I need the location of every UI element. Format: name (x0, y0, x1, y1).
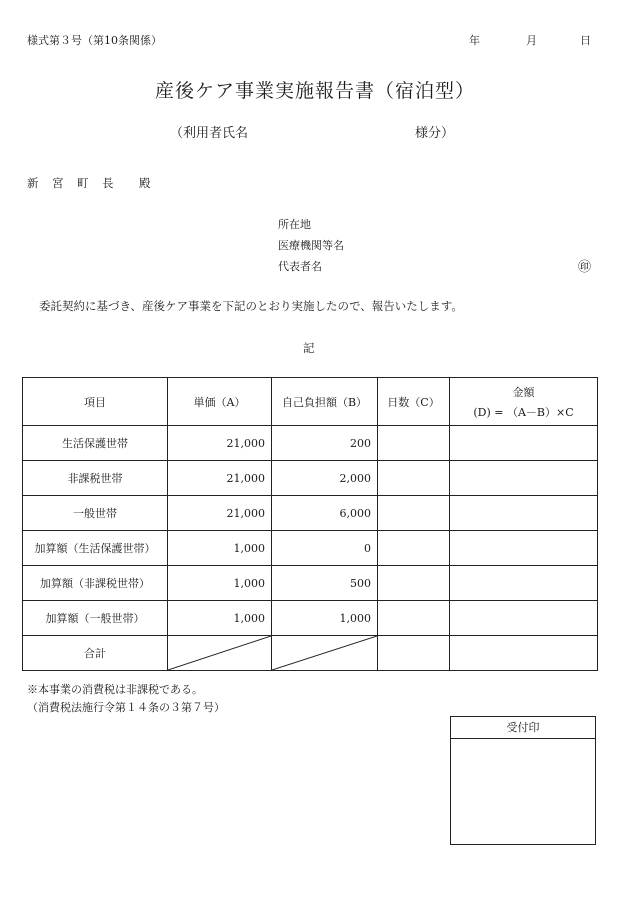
row-item: 一般世帯 (23, 496, 168, 531)
row-item: 加算額（生活保護世帯） (23, 531, 168, 566)
row-item: 生活保護世帯 (23, 426, 168, 461)
row-item: 非課税世帯 (23, 461, 168, 496)
reception-stamp-box (450, 716, 596, 845)
user-name-prefix: （利用者氏名 (170, 126, 249, 141)
header-self-pay: 自己負担額（B） (272, 378, 378, 426)
row-days-cell[interactable] (378, 531, 450, 566)
addressee-name: 新 宮 町 長 (27, 176, 115, 190)
row-amount-cell[interactable] (450, 601, 598, 636)
representative-label: 代表者名 (278, 260, 322, 273)
date-month-label: 月 (526, 34, 537, 47)
row-self-pay: 200 (272, 426, 378, 461)
address-label: 所在地 (278, 218, 311, 231)
table-header-row (23, 378, 598, 426)
date-day-label: 日 (580, 34, 591, 47)
addressee-honorific: 殿 (139, 176, 151, 190)
page-title: 産後ケア事業実施報告書（宿泊型） (154, 80, 475, 102)
row-self-pay: 1,000 (272, 601, 378, 636)
row-amount-cell[interactable] (450, 496, 598, 531)
row-unit-price: 21,000 (168, 496, 272, 531)
header-amount-line1: 金額 (512, 385, 535, 399)
user-name-suffix: 様分） (415, 126, 455, 141)
table-row (23, 566, 598, 601)
row-self-pay: 500 (272, 566, 378, 601)
date-year-label: 年 (469, 34, 480, 47)
row-self-pay: 6,000 (272, 496, 378, 531)
total-days-cell[interactable] (378, 636, 450, 671)
statement-text: 委託契約に基づき、産後ケア事業を下記のとおり実施したので、報告いたします。 (39, 299, 463, 313)
diagonal-line (272, 636, 377, 670)
row-item: 加算額（一般世帯） (23, 601, 168, 636)
total-amount-cell[interactable] (450, 636, 598, 671)
header-unit-price: 単価（A） (168, 378, 272, 426)
row-days-cell[interactable] (378, 601, 450, 636)
total-label: 合計 (23, 636, 168, 671)
table-row (23, 496, 598, 531)
header-amount-line2: (D) = （A－B）×C (473, 405, 574, 419)
header-amount (450, 378, 598, 426)
table-row (23, 426, 598, 461)
row-unit-price: 21,000 (168, 426, 272, 461)
header-days: 日数（C） (378, 378, 450, 426)
institution-name-label: 医療機関等名 (278, 239, 344, 252)
form-number: 様式第３号（第10条関係） (27, 34, 162, 47)
ki-mark: 記 (303, 341, 315, 355)
row-amount-cell[interactable] (450, 566, 598, 601)
row-self-pay: 0 (272, 531, 378, 566)
tax-law-reference: （消費税法施行令第１４条の３第７号） (27, 701, 225, 714)
table-row (23, 461, 598, 496)
row-unit-price: 1,000 (168, 601, 272, 636)
table-row (23, 531, 598, 566)
row-amount-cell[interactable] (450, 461, 598, 496)
row-unit-price: 21,000 (168, 461, 272, 496)
row-days-cell[interactable] (378, 426, 450, 461)
row-unit-price: 1,000 (168, 531, 272, 566)
total-unit-price-void (168, 636, 272, 671)
row-days-cell[interactable] (378, 496, 450, 531)
seal-mark: ㊞ (578, 260, 592, 275)
table-row (23, 601, 598, 636)
row-item: 加算額（非課税世帯） (23, 566, 168, 601)
report-table (22, 377, 598, 671)
table-total-row (23, 636, 598, 671)
diagonal-line (168, 636, 271, 670)
row-unit-price: 1,000 (168, 566, 272, 601)
row-days-cell[interactable] (378, 461, 450, 496)
total-self-pay-void (272, 636, 378, 671)
row-amount-cell[interactable] (450, 531, 598, 566)
tax-note: ※本事業の消費税は非課税である。 (27, 683, 203, 696)
row-days-cell[interactable] (378, 566, 450, 601)
header-item: 項目 (23, 378, 168, 426)
row-amount-cell[interactable] (450, 426, 598, 461)
reception-stamp-label: 受付印 (451, 717, 595, 739)
row-self-pay: 2,000 (272, 461, 378, 496)
